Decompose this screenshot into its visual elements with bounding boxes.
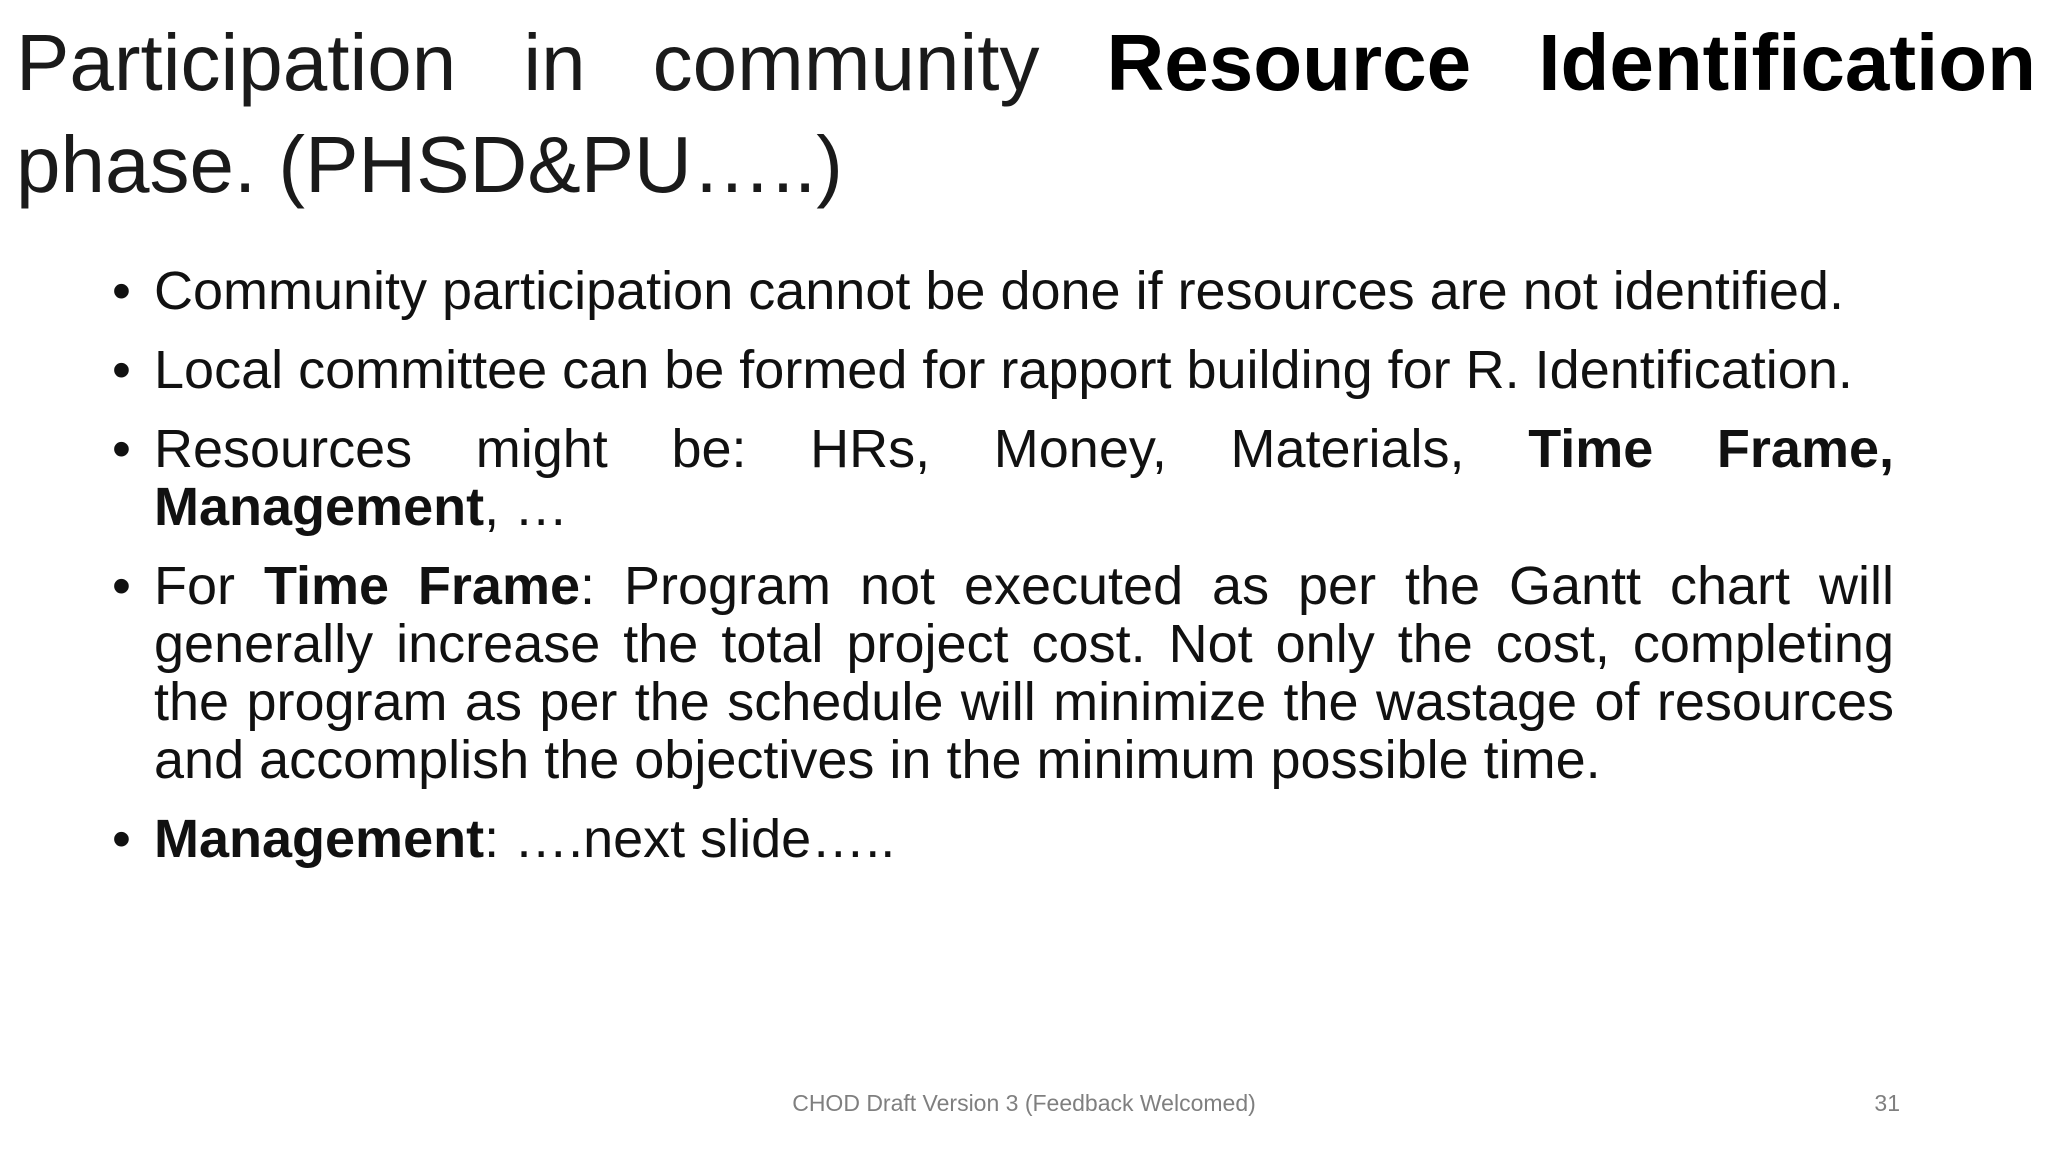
bullet-bold-text: Management [154,809,485,869]
bullet-bold-text: Time Frame, Management [154,419,1895,537]
bullet-dot: • [112,261,131,321]
slide-footer: CHOD Draft Version 3 (Feedback Welcomed) [792,1090,1256,1116]
bullet-text: : ….next slide….. [484,809,896,869]
bullet-dot: • [112,809,131,869]
bullet-text: Resources might be: HRs, Money, Materials, [154,419,1529,479]
bullet-list [112,262,1894,889]
bullet-dot: • [112,419,131,479]
bullet-item [112,341,1894,399]
title-text-bold: Resource Identification [1106,18,2037,107]
bullet-text: , … [484,477,569,537]
page-number: 31 [1874,1090,1900,1116]
bullet-dot: • [112,340,131,400]
bullet-item [112,262,1894,320]
bullet-dot: • [112,556,131,616]
bullet-item [112,557,1894,789]
title-text-part2: phase. (PHSD&PU…..) [16,120,843,209]
bullet-bold-text: Time Frame [263,556,581,616]
bullet-text: : Program not executed as per the Gantt chart will generally increase the total project cost. Not only the cost, completing the program as per the schedule will minimize the wastage of resources and accomplish the objectives in the minimum possible time. [154,556,1894,790]
title-text-part1: Participation in community [16,18,1107,107]
bullet-text: For [154,556,264,616]
bullet-item [112,810,1894,868]
slide-title [16,12,2036,216]
bullet-text: Local committee can be formed for rapport building for R. Identification. [154,340,1853,400]
bullet-item [112,420,1894,536]
bullet-text: Community participation cannot be done if resources are not identified. [154,261,1844,321]
